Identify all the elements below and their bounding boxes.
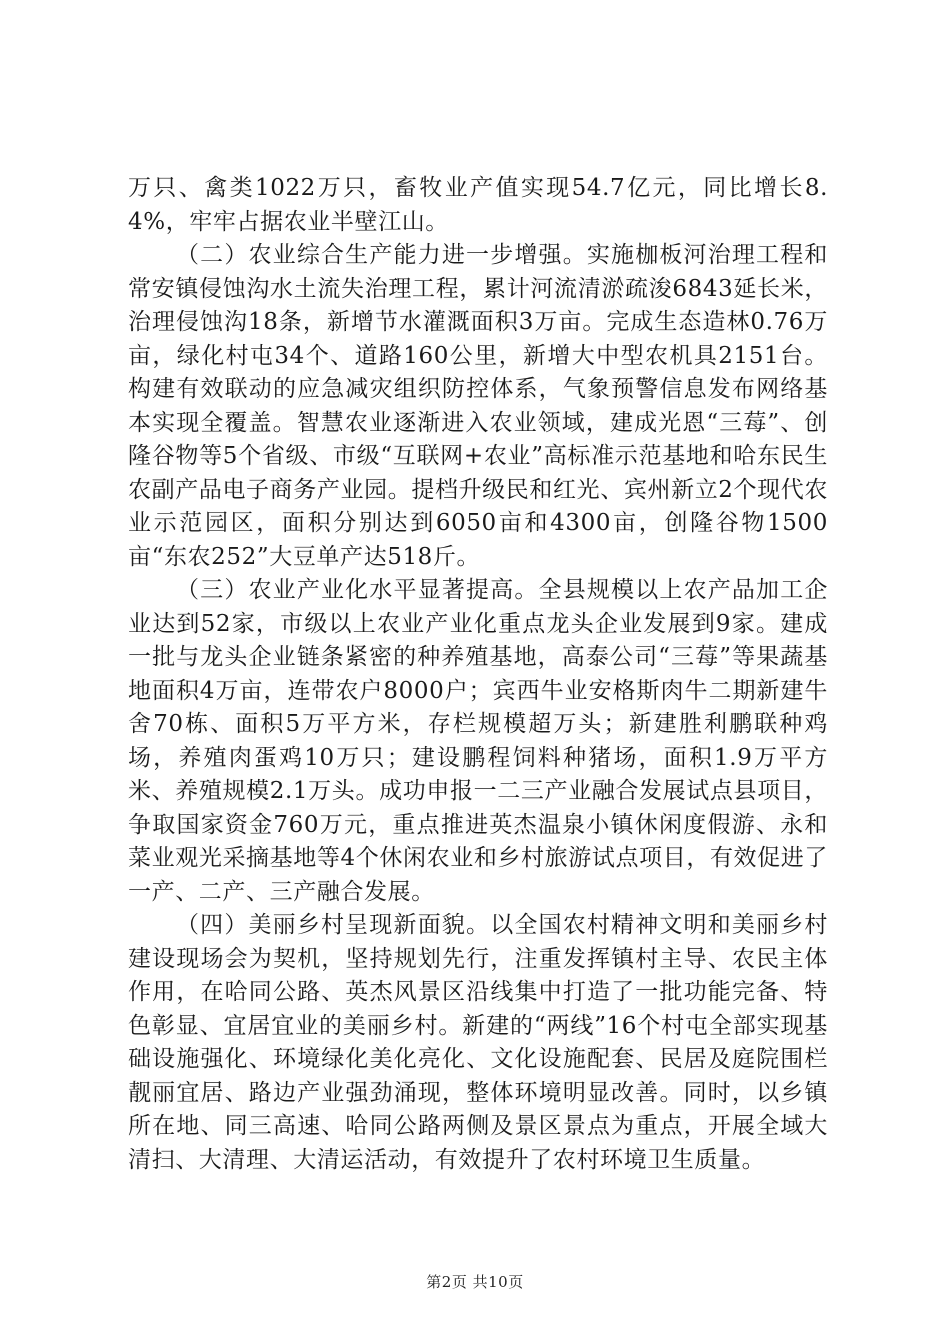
paragraph-production-capacity: （二）农业综合生产能力进一步增强。实施枷板河治理工程和常安镇侵蚀沟水土流失治理工程，累计河流清淤疏浚6843延长米，治理侵蚀沟18条，新增节水灌溉面积3万亩。完成生态造林0.76万亩，绿化村屯34个、道路160公里，新增大中型农机具2151台。构建有效联动的应急减灾组织防控体系，气象预警信息发布网络基本实现全覆盖。智慧农业逐渐进入农业领域，建成光恩“三莓”、创隆谷物等5个省级、市级“互联网+农业”高标准示范基地和哈东民生农副产品电子商务产业园。提档升级民和红光、宾州新立2个现代农业示范园区，面积分别达到6050亩和4300亩，创隆谷物1500亩“东农252”大豆单产达518斤。 [128, 242, 828, 570]
paragraph-industrialization: （三）农业产业化水平显著提高。全县规模以上农产品加工企业达到52家，市级以上农业产业化重点龙头企业发展到9家。建成一批与龙头企业链条紧密的种养殖基地，高泰公司“三莓”等果蔬基地面积4万亩，连带农户8000户；宾西牛业安格斯肉牛二期新建牛舍70栋、面积5万平方米，存栏规模超万头；新建胜利鹏联种鸡场，养殖肉蛋鸡10万只；建设鹏程饲料种猪场，面积1.9万平方米、养殖规模2.1万头。成功申报一二三产业融合发展试点县项目，争取国家资金760万元，重点推进英杰温泉小镇休闲度假游、永和菜业观光采摘基地等4个休闲农业和乡村旅游试点项目，有效促进了一产、二产、三产融合发展。 [128, 577, 828, 905]
paragraph-beautiful-villages: （四）美丽乡村呈现新面貌。以全国农村精神文明和美丽乡村建设现场会为契机，坚持规划先行，注重发挥镇村主导、农民主体作用，在哈同公路、英杰风景区沿线集中打造了一批功能完备、特色彰显、宜居宜业的美丽乡村。新建的“两线”16个村屯全部实现基础设施强化、环境绿化美化亮化、文化设施配套、民居及庭院围栏靓丽宜居、路边产业强劲涌现，整体环境明显改善。同时，以乡镇所在地、同三高速、哈同公路两侧及景区景点为重点，开展全域大清扫、大清理、大清运活动，有效提升了农村环境卫生质量。 [128, 912, 828, 1173]
page-number-footer: 第2页 共10页 [426, 1273, 524, 1291]
document-body [128, 172, 828, 1177]
paragraph-livestock-output: 万只、禽类1022万只，畜牧业产值实现54.7亿元，同比增长8.4%，牢牢占据农业半壁江山。 [128, 175, 828, 235]
